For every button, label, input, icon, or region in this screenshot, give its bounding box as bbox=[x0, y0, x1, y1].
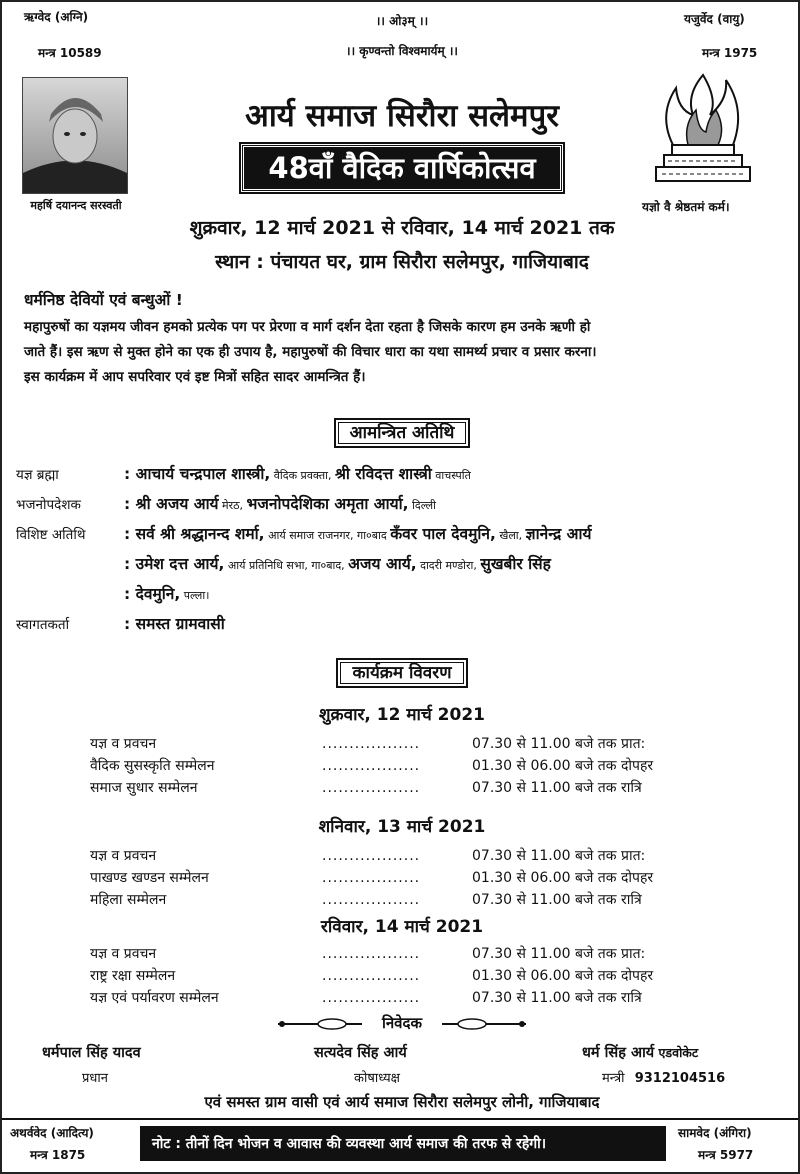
guest-detail: वाचस्पति bbox=[431, 469, 471, 482]
program-name: यज्ञ व प्रवचन bbox=[90, 946, 157, 962]
event-dates: शुक्रवार, 12 मार्च 2021 से रविवार, 14 मार्च 2021 तक bbox=[189, 217, 615, 239]
dot-leader: .................. bbox=[322, 892, 421, 908]
guest-name: : उमेश दत्त आर्य, bbox=[124, 555, 225, 573]
guest-name: भजनोपदेशिका अमृता आर्या, bbox=[246, 495, 409, 513]
signatory-3-name bbox=[582, 1042, 698, 1062]
dot-leader: .................. bbox=[322, 780, 421, 796]
guest-row-yagya-brahma bbox=[16, 462, 786, 484]
intro-line-3: इस कार्यक्रम में आप सपरिवार एवं इष्ट मित्रों सहित सादर आमन्त्रित हैं। bbox=[24, 369, 366, 385]
day-1-heading: शुक्रवार, 12 मार्च 2021 bbox=[319, 705, 485, 725]
banner-wrapper bbox=[182, 148, 622, 187]
program-name: वैदिक सुसस्कृति सम्मेलन bbox=[90, 758, 215, 774]
samaveda-label: सामवेद (अंगिरा) bbox=[678, 1126, 752, 1140]
guest-name: : आचार्य चन्द्रपाल शास्त्री, bbox=[124, 465, 271, 483]
intro-line-2: जाते हैं। इस ऋण से मुक्त होने का एक ही उपाय है, महापुरुषों की विचार धारा का यथा सामर्थ्य प्रचार व प्रसार करना। bbox=[24, 344, 597, 360]
guest-name: : श्री अजय आर्य bbox=[124, 495, 219, 513]
schedule-row bbox=[90, 734, 710, 753]
portrait-caption: महर्षि दयानन्द सरस्वती bbox=[30, 199, 122, 212]
program-time: 01.30 से 06.00 बजे तक दोपहर bbox=[472, 870, 654, 886]
program-name: महिला सम्मेलन bbox=[90, 892, 167, 908]
signatory-2-role: कोषाध्यक्ष bbox=[354, 1071, 400, 1086]
day-3-heading: रविवार, 14 मार्च 2021 bbox=[320, 917, 484, 937]
samaveda-mantra: मन्त्र 5977 bbox=[698, 1148, 754, 1162]
nivedak-divider bbox=[272, 1012, 532, 1036]
footer-divider bbox=[2, 1118, 800, 1120]
guest-row-vishisht-1 bbox=[16, 522, 786, 544]
schedule-heading: कार्यक्रम विवरण bbox=[336, 658, 467, 688]
program-time: 07.30 से 11.00 बजे तक रात्रि bbox=[472, 780, 642, 796]
note-box: नोट : तीनों दिन भोजन व आवास की व्यवस्था आर्य समाज की तरफ से रहेगी। bbox=[140, 1126, 666, 1161]
guest-detail: दिल्ली bbox=[408, 499, 436, 512]
schedule-row bbox=[90, 988, 710, 1007]
guest-row-vishisht-3 bbox=[16, 582, 786, 604]
krinvanto-text: ।। कृण्वन्तो विश्वमार्यम् ।। bbox=[346, 44, 458, 58]
guest-name: श्री रविदत्त शास्त्री bbox=[334, 465, 432, 483]
nivedak-label: निवेदक bbox=[362, 1013, 442, 1033]
signatory-3-role: मन्त्री bbox=[602, 1071, 625, 1086]
event-venue: स्थान : पंचायत घर, ग्राम सिरौरा सलेमपुर, गाजियाबाद bbox=[215, 251, 589, 273]
schedule-row bbox=[90, 944, 710, 963]
schedule-row bbox=[90, 846, 710, 865]
dot-leader: .................. bbox=[322, 990, 421, 1006]
signatory-3-phone: 9312104516 bbox=[634, 1071, 726, 1086]
guest-detail: पल्ला। bbox=[180, 589, 210, 602]
dot-leader: .................. bbox=[322, 848, 421, 864]
signatory-3-role-line bbox=[602, 1068, 725, 1086]
program-time: 07.30 से 11.00 बजे तक रात्रि bbox=[472, 892, 642, 908]
guest-label: भजनोपदेशक bbox=[16, 497, 81, 513]
rigveda-mantra: मन्त्र 10589 bbox=[38, 46, 102, 60]
guest-detail: वैदिक प्रवक्ता, bbox=[270, 469, 335, 482]
havan-fire-icon bbox=[648, 70, 758, 195]
om-text: ।। ओ३म् ।। bbox=[375, 14, 429, 28]
greeting: धर्मनिष्ठ देवियों एवं बन्धुओं ! bbox=[24, 291, 183, 309]
guest-label: स्वागतकर्ता bbox=[16, 617, 70, 633]
program-name: यज्ञ व प्रवचन bbox=[90, 736, 157, 752]
dayanand-portrait bbox=[22, 77, 128, 194]
signatory-1-role: प्रधान bbox=[82, 1071, 108, 1086]
program-name: राष्ट्र रक्षा सम्मेलन bbox=[90, 968, 176, 984]
guest-name: : सर्व श्री श्रद्धानन्द शर्मा, bbox=[124, 525, 265, 543]
havan-kund-illustration bbox=[648, 70, 758, 195]
guest-row-swagatkarta bbox=[16, 612, 786, 634]
program-time: 07.30 से 11.00 बजे तक प्रात: bbox=[472, 848, 646, 864]
dot-leader: .................. bbox=[322, 968, 421, 984]
signatory-3-name-text: धर्म सिंह आर्य bbox=[582, 1045, 655, 1061]
villagers-line: एवं समस्त ग्राम वासी एवं आर्य समाज सिरौरा सलेमपुर लोनी, गाजियाबाद bbox=[204, 1093, 600, 1111]
program-time: 01.30 से 06.00 बजे तक दोपहर bbox=[472, 758, 654, 774]
guest-name: कँवर पाल देवमुनि, bbox=[390, 525, 496, 543]
yajurveda-label: यजुर्वेद (वायु) bbox=[684, 12, 745, 26]
schedule-row bbox=[90, 868, 710, 887]
schedule-row bbox=[90, 890, 710, 909]
guest-detail: मेरठ, bbox=[218, 499, 247, 512]
program-time: 01.30 से 06.00 बजे तक दोपहर bbox=[472, 968, 654, 984]
dot-leader: .................. bbox=[322, 758, 421, 774]
atharvaveda-mantra: मन्त्र 1875 bbox=[30, 1148, 86, 1162]
guest-name: सुखबीर सिंह bbox=[480, 555, 551, 573]
guest-name: : समस्त ग्रामवासी bbox=[124, 615, 225, 633]
program-time: 07.30 से 11.00 बजे तक प्रात: bbox=[472, 736, 646, 752]
guests-heading: आमन्त्रित अतिथि bbox=[334, 418, 471, 448]
schedule-row bbox=[90, 966, 710, 985]
dot-leader: .................. bbox=[322, 736, 421, 752]
schedule-row bbox=[90, 756, 710, 775]
event-banner: 48वाँ वैदिक वार्षिकोत्सव bbox=[241, 144, 562, 192]
havan-caption: यज्ञो वै श्रेष्ठतमं कर्म। bbox=[642, 200, 730, 214]
guest-name: अजय आर्य, bbox=[348, 555, 417, 573]
dot-leader: .................. bbox=[322, 870, 421, 886]
guest-name: ज्ञानेन्द्र आर्य bbox=[525, 525, 592, 543]
schedule-row bbox=[90, 778, 710, 797]
page-title: आर्य समाज सिरौरा सलेमपुर bbox=[245, 98, 559, 134]
portrait-icon bbox=[23, 78, 127, 193]
intro-paragraph bbox=[24, 315, 784, 390]
guest-row-bhajanopdeshak bbox=[16, 492, 786, 514]
guest-detail: आर्य समाज राजनगर, गा०बाद bbox=[264, 529, 391, 542]
guest-detail: खैला, bbox=[495, 529, 526, 542]
signatory-1-name: धर्मपाल सिंह यादव bbox=[42, 1045, 141, 1061]
yajurveda-mantra: मन्त्र 1975 bbox=[702, 46, 758, 60]
rigveda-label: ऋग्वेद (अग्नि) bbox=[24, 10, 89, 24]
program-name: यज्ञ एवं पर्यावरण सम्मेलन bbox=[90, 990, 219, 1006]
guests-heading-wrapper bbox=[252, 420, 552, 443]
signatory-2-name: सत्यदेव सिंह आर्य bbox=[314, 1045, 407, 1061]
guest-name: : देवमुनि, bbox=[124, 585, 181, 603]
program-name: समाज सुधार सम्मेलन bbox=[90, 780, 198, 796]
program-name: पाखण्ड खण्डन सम्मेलन bbox=[90, 870, 209, 886]
signatory-3-suffix: एडवोकेट bbox=[654, 1045, 699, 1060]
guest-detail: दादरी मण्डोरा, bbox=[416, 559, 481, 572]
guest-row-vishisht-2 bbox=[16, 552, 786, 574]
guest-label: यज्ञ ब्रह्मा bbox=[16, 467, 59, 483]
day-2-heading: शनिवार, 13 मार्च 2021 bbox=[318, 817, 486, 837]
atharvaveda-label: अथर्ववेद (आदित्य) bbox=[10, 1126, 94, 1140]
intro-line-1: महापुरुषों का यज्ञमय जीवन हमको प्रत्येक पग पर प्रेरणा व मार्ग दर्शन देता रहता है जिसके कारण हम उनके ऋणी हो bbox=[24, 319, 591, 335]
guest-detail: आर्य प्रतिनिधि सभा, गा०बाद, bbox=[224, 559, 349, 572]
schedule-heading-wrapper bbox=[252, 660, 552, 683]
dot-leader: .................. bbox=[322, 946, 421, 962]
program-time: 07.30 से 11.00 बजे तक रात्रि bbox=[472, 990, 642, 1006]
program-name: यज्ञ व प्रवचन bbox=[90, 848, 157, 864]
guest-label: विशिष्ट अतिथि bbox=[16, 527, 86, 543]
program-time: 07.30 से 11.00 बजे तक प्रात: bbox=[472, 946, 646, 962]
